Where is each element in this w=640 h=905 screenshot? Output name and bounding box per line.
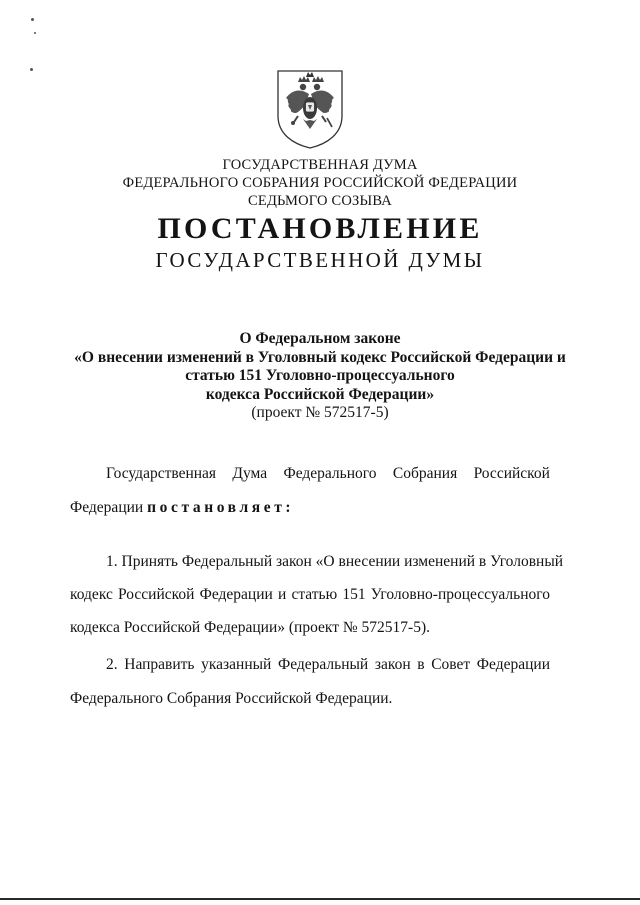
scan-speck [30, 68, 33, 71]
item-1-line-1: 1. Принять Федеральный закон «О внесении изменений в Уголовный [106, 553, 564, 570]
document-type-title: ПОСТАНОВЛЕНИЕ [157, 212, 483, 245]
preamble-line-2 [70, 499, 550, 517]
item-2-line-1: 2. Направить указанный Федеральный закон в Совет Федерации [106, 656, 550, 673]
resolution-item-2 [70, 656, 550, 708]
issuer-header [0, 156, 640, 210]
subject-line-3: статью 151 Уголовно-процессуального [185, 367, 455, 384]
subject-line-2: «О внесении изменений в Уголовный кодекс Российской Федерации и [74, 348, 566, 366]
resolution-item-1 [70, 553, 564, 637]
preamble-word: Собрания [392, 465, 458, 482]
preamble-line-1 [106, 465, 550, 483]
preamble-word: Российской [473, 465, 550, 482]
issuer-line-3: СЕДЬМОГО СОЗЫВА [248, 193, 392, 209]
item-2-line-2: Федерального Собрания Российской Федерации. [70, 690, 393, 707]
resolves-word: постановляет: [147, 499, 295, 516]
item-1-line-2: кодекс Российской Федерации и статью 151 Уголовно-процессуального [70, 586, 550, 603]
preamble [70, 465, 550, 517]
scan-speck [31, 18, 34, 21]
item-1-line-3: кодекса Российской Федерации» (проект № 572517-5). [70, 619, 430, 636]
preamble-word: Дума [232, 465, 268, 482]
scan-edge-line [0, 898, 640, 900]
scan-speck [34, 32, 36, 34]
issuer-line-1: ГОСУДАРСТВЕННАЯ ДУМА [222, 157, 418, 173]
preamble-word: Федерального [283, 465, 377, 482]
preamble-word: Государственная [106, 465, 217, 482]
document-type-subtitle: ГОСУДАРСТВЕННОЙ ДУМЫ [155, 248, 485, 272]
coat-of-arms-icon [272, 68, 348, 150]
subject-line-4: кодекса Российской Федерации» [205, 385, 435, 403]
document-subject [0, 330, 640, 423]
subject-line-1: О Федеральном законе [239, 330, 401, 347]
issuer-line-2: ФЕДЕРАЛЬНОГО СОБРАНИЯ РОССИЙСКОЙ ФЕДЕРАЦИИ [122, 175, 518, 191]
preamble-federation: Федерации [70, 499, 144, 516]
project-number: (проект № 572517-5) [251, 404, 389, 421]
